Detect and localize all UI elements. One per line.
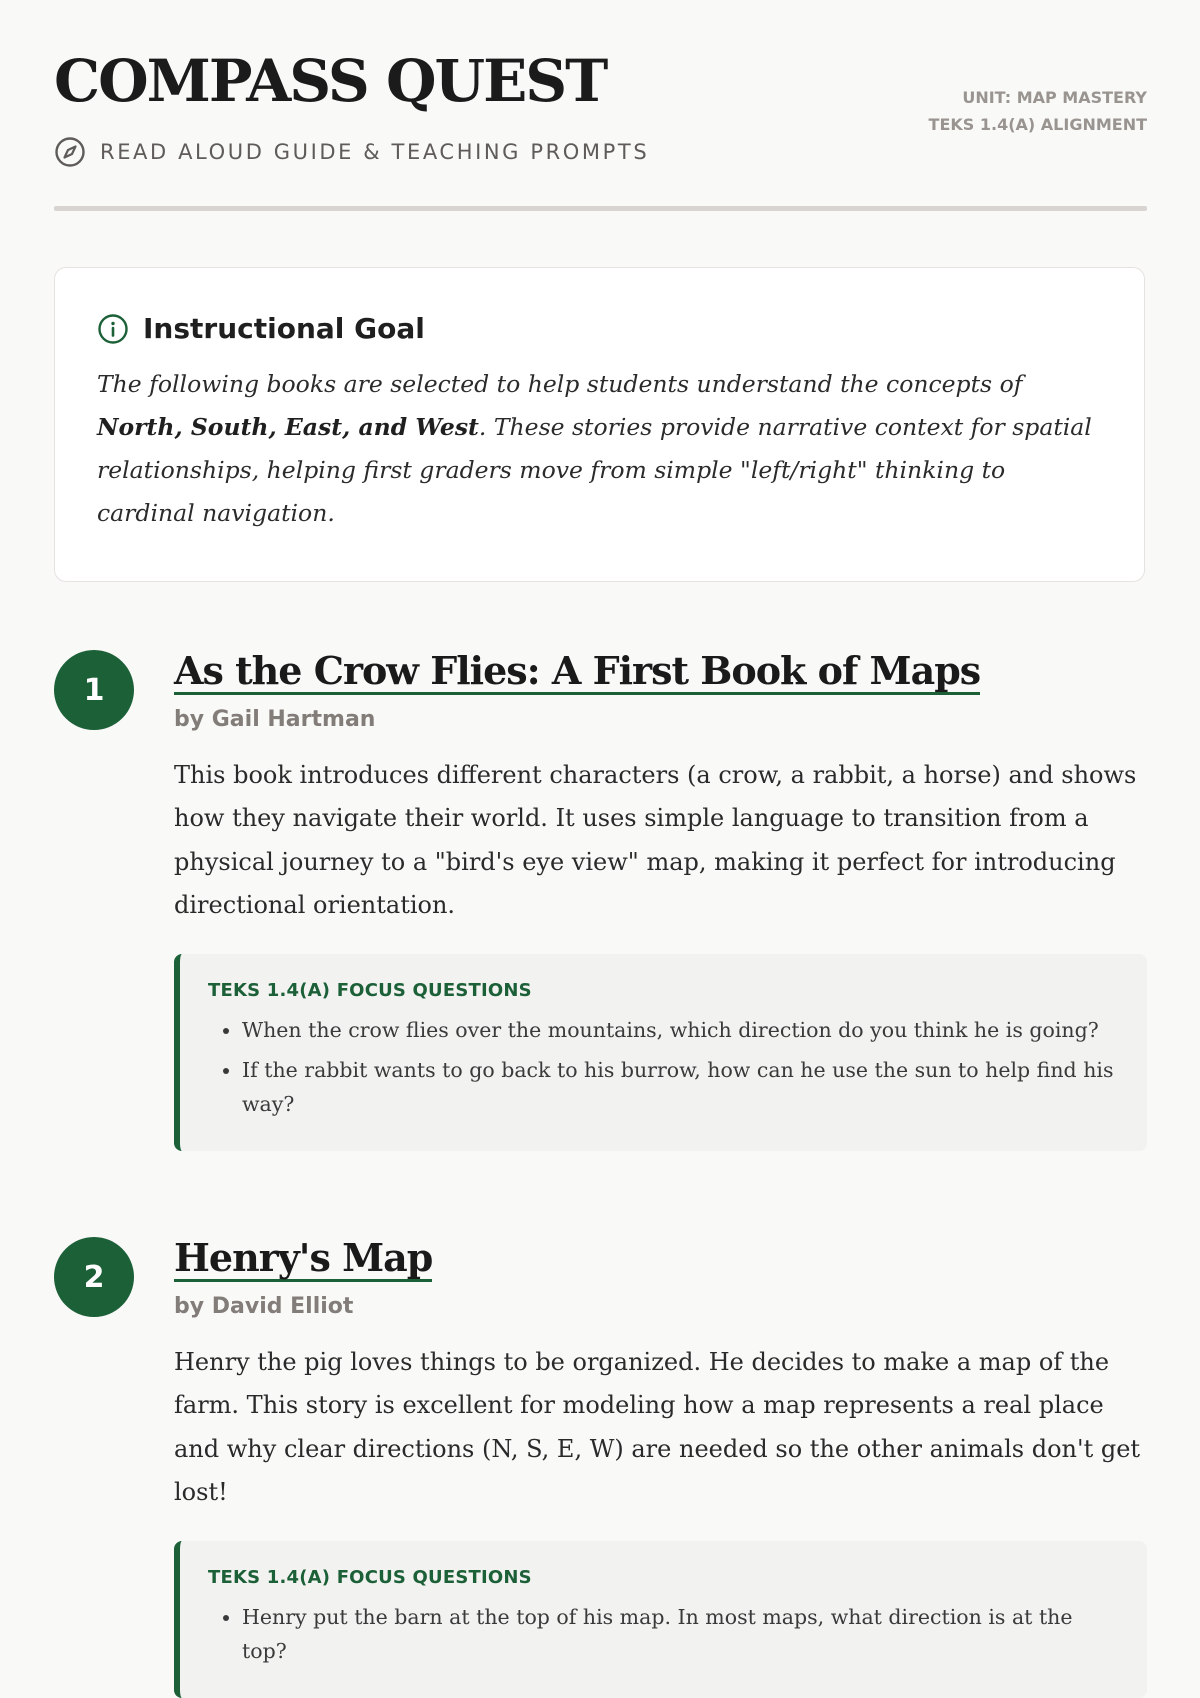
- page-header: [54, 0, 1147, 216]
- focus-questions-list: [208, 1013, 1117, 1121]
- header-divider: [54, 206, 1147, 211]
- goal-heading: [97, 312, 1104, 345]
- focus-questions-heading: TEKS 1.4(A) FOCUS QUESTIONS: [208, 1566, 532, 1588]
- goal-title: Instructional Goal: [143, 312, 425, 345]
- focus-questions-box: [174, 954, 1147, 1151]
- info-icon: [97, 313, 129, 345]
- book-description: Henry the pig loves things to be organized. He decides to make a map of the farm. This story is excellent for modeling how a map represents a real place and why clear directions (N, S, E, W) are needed so the other animals don't get lost!: [174, 1347, 1141, 1507]
- book-author: by Gail Hartman: [174, 706, 376, 732]
- header-meta: [929, 84, 1147, 138]
- book-description: This book introduces different characters (a crow, a rabbit, a horse) and shows how they navigate their world. It uses simple language to transition from a physical journey to a "bird's eye view" map, making it perfect for introducing directional orientation.: [174, 760, 1137, 920]
- focus-questions-list: [208, 1600, 1117, 1668]
- book-author: by David Elliot: [174, 1293, 354, 1319]
- book-title: As the Crow Flies: A First Book of Maps: [174, 648, 981, 693]
- compass-icon: [54, 136, 86, 168]
- focus-question: • If the rabbit wants to go back to his burrow, how can he use the sun to help find his way?: [242, 1053, 1117, 1121]
- focus-questions-heading: TEKS 1.4(A) FOCUS QUESTIONS: [208, 979, 532, 1001]
- goal-text-start: The following books are selected to help students understand the concepts of: [97, 370, 1023, 398]
- goal-text-end: . These stories provide narrative context for spatial relationships, helping first graders move from simple "left/right" thinking to cardinal navigation.: [97, 413, 1092, 527]
- book-title: Henry's Map: [174, 1235, 433, 1280]
- book-body: [174, 650, 1147, 1151]
- book-number-badge: 2: [54, 1237, 134, 1317]
- page-title: COMPASS QUEST: [54, 47, 607, 115]
- goal-text: [97, 363, 1104, 535]
- teks-label: TEKS 1.4(A) ALIGNMENT: [928, 115, 1147, 134]
- focus-question: • When the crow flies over the mountains, which direction do you think he is going?: [242, 1013, 1117, 1047]
- page-subtitle: [54, 136, 649, 168]
- book-body: [174, 1237, 1147, 1698]
- instructional-goal-card: [54, 267, 1145, 582]
- page: [54, 0, 1147, 1663]
- goal-text-emphasis: North, South, East, and West: [97, 413, 479, 441]
- unit-label: UNIT: MAP MASTERY: [962, 88, 1147, 107]
- focus-question: • Henry put the barn at the top of his map. In most maps, what direction is at the top?: [242, 1600, 1117, 1668]
- focus-questions-box: [174, 1541, 1147, 1698]
- book-number-badge: 1: [54, 650, 134, 730]
- subtitle-text: READ ALOUD GUIDE & TEACHING PROMPTS: [100, 140, 650, 164]
